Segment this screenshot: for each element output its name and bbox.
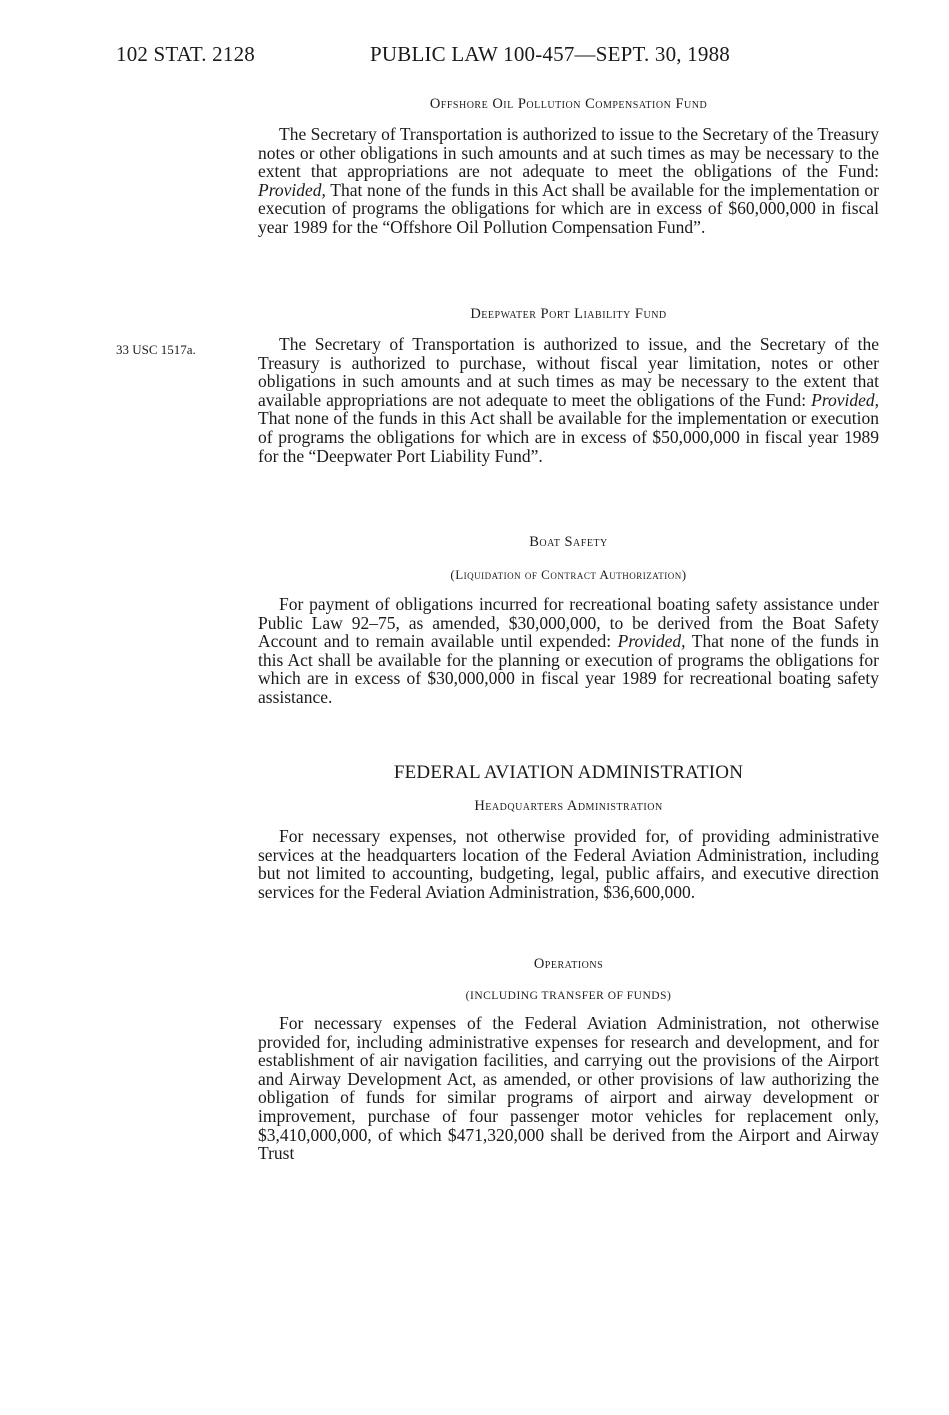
- section-offshore-oil: [258, 96, 879, 237]
- agency-title: FEDERAL AVIATION ADMINISTRATION: [393, 762, 744, 783]
- section-heading: Deepwater Port Liability Fund: [470, 306, 667, 322]
- section-subheading: (Liquidation of Contract Authorization): [450, 567, 687, 582]
- section-heading: Operations: [533, 956, 604, 972]
- law-reference: PUBLIC LAW 100-457—SEPT. 30, 1988: [370, 42, 730, 66]
- agency-faa: [258, 762, 879, 901]
- section-boat-safety: [258, 534, 879, 707]
- section-heading: Boat Safety: [529, 534, 608, 550]
- section-paragraph: For payment of obligations incurred for recreational boating safety assistance under Public Law 92–75, as amended, $30,000,000, to be derived from the Boat Safety Account and to remain available until expended: Provided, That none of the funds in this Act shall be available for the planning or execution of programs the obligations for which are in excess of $30,000,000 in fiscal year 1989 for recreational boating safety assistance.: [258, 594, 879, 707]
- section-paragraph: The Secretary of Transportation is authorized to issue to the Secretary of the Treasury notes or other obligations in such amounts and at such times as may be necessary to the extent that appropriations are not adequate to meet the obligations of the Fund: Provided, That none of the funds in this Act shall be available for the implementation or execution of programs the obligations for which are in excess of $60,000,000 in fiscal year 1989 for the “Offshore Oil Pollution Compensation Fund”.: [258, 124, 879, 237]
- section-heading: Headquarters Administration: [474, 798, 663, 814]
- section-deepwater-port: [258, 306, 879, 465]
- section-paragraph: For necessary expenses, not otherwise provided for, of providing administrative services at the headquarters location of the Federal Aviation Administration, including but not limited to accounting, budgeting, legal, public affairs, and executive direction services for the Federal Aviation Administration, $36,600,000.: [258, 826, 879, 902]
- section-paragraph: For necessary expenses of the Federal Aviation Administration, not otherwise provided for, including administrative expenses for research and development, and for establishment of air navigation facilities, and carrying out the provisions of the Airport and Airway Development Act, as amended, or other provisions of law authorizing the obligation of funds for similar programs of airport and airway development or improvement, purchase of four passenger motor vehicles for replacement only, $3,410,000,000, of which $471,320,000 shall be derived from the Airport and Airway Trust: [258, 1013, 879, 1164]
- section-heading: Offshore Oil Pollution Compensation Fund: [429, 96, 708, 112]
- section-operations: [258, 956, 879, 1163]
- section-subheading: (INCLUDING TRANSFER OF FUNDS): [465, 990, 672, 1002]
- section-paragraph: The Secretary of Transportation is authorized to issue, and the Secretary of the Treasury is authorized to purchase, without fiscal year limitation, notes or other obligations in such amounts and at such times as may be necessary to the extent that available appropriations are not adequate to meet the obligations of the Fund: Provided, That none of the funds in this Act shall be available for the implementation or execution of programs the obligations for which are in excess of $50,000,000 in fiscal year 1989 for the “Deepwater Port Liability Fund”.: [258, 334, 879, 466]
- margin-citation: 33 USC 1517a.: [116, 342, 196, 357]
- page-reference: 102 STAT. 2128: [116, 42, 255, 66]
